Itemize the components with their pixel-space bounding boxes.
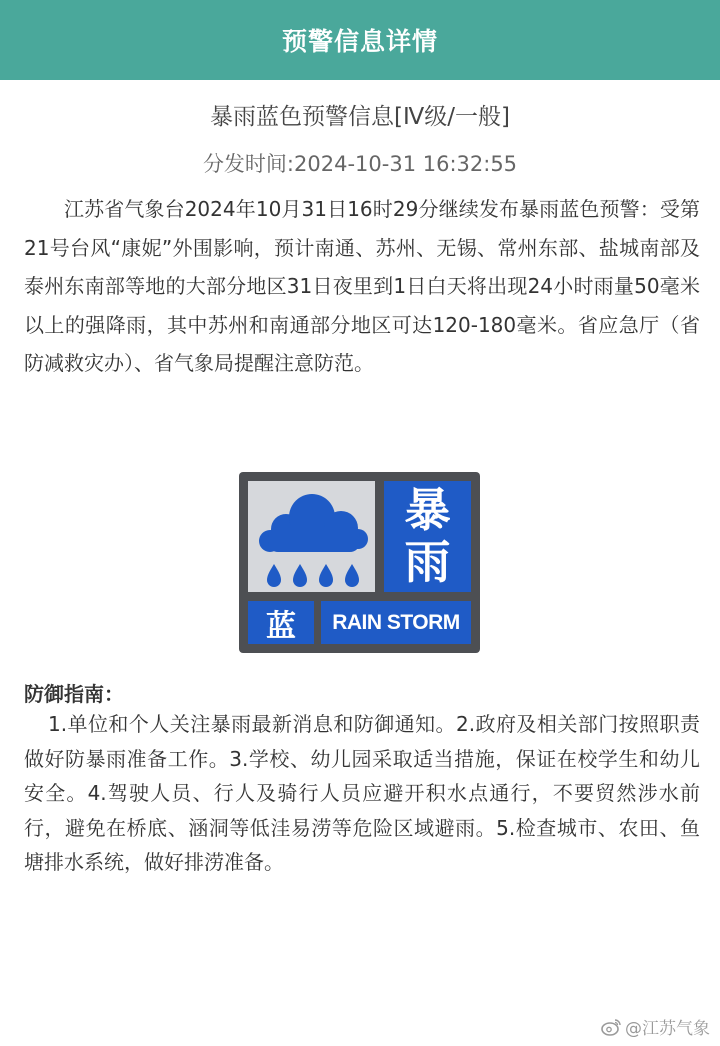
watermark-text: @江苏气象 xyxy=(625,1019,710,1039)
page-header xyxy=(0,0,720,80)
warning-content: 江苏省气象台2024年10月31日16时29分继续发布暴雨蓝色预警：受第21号台风“康妮”外围影响，预计南通、苏州、无锡、常州东部、盐城南部及泰州东南部等地的大部分地区31日夜里到1日白天将出现24小时雨量50毫米以上的强降雨，其中苏州和南通部分地区可达120-180毫米。省应急厅（省防减救灾办）、省气象局提醒注意防范。 xyxy=(24,197,700,375)
guide-content: 1.单位和个人关注暴雨最新消息和防御通知。2.政府及相关部门按照职责做好防暴雨准备工作。3.学校、幼儿园采取适当措施，保证在校学生和幼儿安全。4.驾驶人员、行人及骑行人员应避开积水点通行，不要贸然涉水前行，避免在桥底、涵洞等低洼易涝等危险区域避雨。5.检查城市、农田、鱼塘排水系统，做好排涝准备。 xyxy=(24,712,700,874)
issue-time: 分发时间:2024-10-31 16:32:55 xyxy=(202,152,518,176)
rainstorm-cloud-icon xyxy=(248,481,375,592)
weibo-icon xyxy=(601,1018,621,1036)
warning-signal-image xyxy=(239,472,480,653)
warning-level-label: 蓝 xyxy=(248,601,314,644)
warning-type-label: 暴雨 xyxy=(384,481,471,592)
warning-english-label: RAIN STORM xyxy=(321,601,471,644)
warning-title: 暴雨蓝色预警信息[Ⅳ级/一般] xyxy=(210,104,510,130)
watermark xyxy=(601,1014,710,1039)
page-title: 预警信息详情 xyxy=(281,27,438,56)
guide-title: 防御指南： xyxy=(24,682,124,706)
